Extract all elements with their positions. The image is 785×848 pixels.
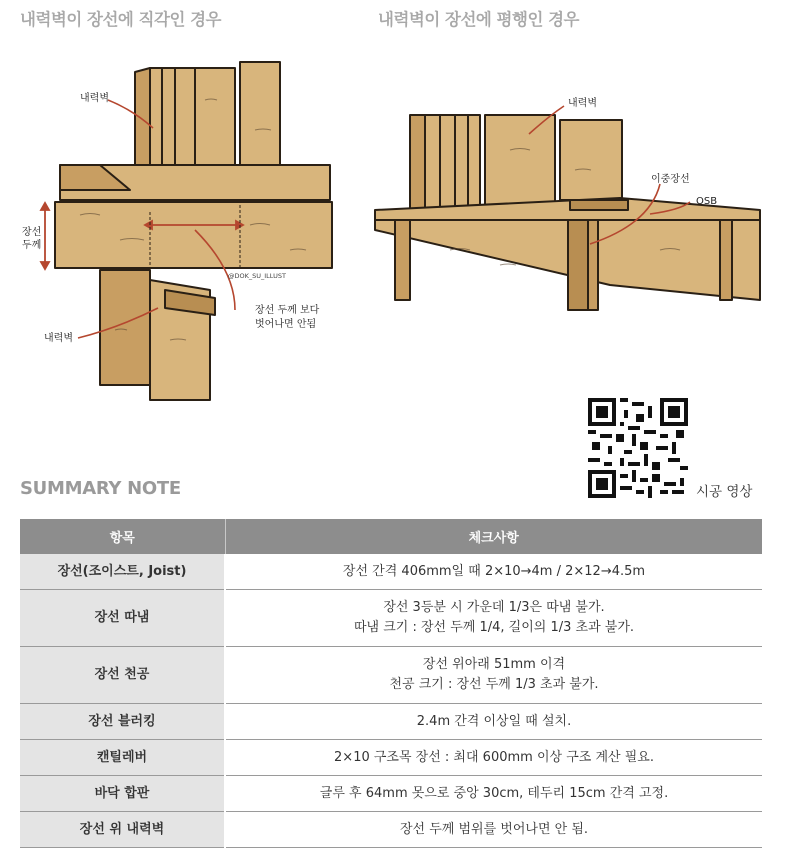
row-check — [225, 554, 762, 590]
header-check: 체크사항 — [225, 519, 762, 554]
label-load-wall-top: 내력벽 — [80, 93, 109, 104]
qr-code-graphic — [588, 398, 688, 498]
label-load-wall: 내력벽 — [568, 98, 597, 109]
summary-table — [20, 519, 762, 848]
row-check — [225, 590, 762, 647]
summary-title: SUMMARY NOTE — [20, 478, 181, 499]
label-joist-depth-1: 장선 — [22, 227, 42, 238]
header-item: 항목 — [20, 519, 225, 554]
row-check — [225, 740, 762, 776]
row-check — [225, 647, 762, 704]
check-line: 글루 후 64mm 못으로 중앙 30cm, 테두리 15cm 간격 고정. — [319, 785, 669, 801]
row-item: 장선 천공 — [20, 647, 225, 704]
check-line: 2×10 구조목 장선 : 최대 600mm 이상 구조 계산 필요. — [334, 749, 654, 765]
row-item: 장선 따냄 — [20, 590, 225, 647]
check-line: 장선 두께 범위를 벗어나면 안 됨. — [399, 821, 589, 837]
qr-caption: 시공 영상 — [696, 484, 753, 500]
check-line: 따냄 크기 : 장선 두께 1/4, 길이의 1/3 초과 불가. — [353, 620, 635, 635]
check-line: 천공 크기 : 장선 두께 1/3 초과 불가. — [389, 677, 599, 692]
summary-body — [20, 554, 762, 848]
illustration-perpendicular-drawing — [0, 40, 350, 420]
row-check — [225, 704, 762, 740]
table-row — [20, 812, 762, 848]
check-line: 장선 간격 406mm일 때 2×10→4m / 2×12→4.5m — [342, 563, 646, 579]
note-line-2: 벗어나면 안됨 — [255, 319, 317, 330]
illustration-parallel — [360, 70, 770, 324]
row-item: 바닥 합판 — [20, 776, 225, 812]
table-row — [20, 554, 762, 590]
row-item: 캔틸레버 — [20, 740, 225, 776]
label-joist-depth-2: 두께 — [22, 240, 42, 251]
table-row — [20, 704, 762, 740]
label-double-joist: 이중장선 — [651, 174, 690, 185]
row-item: 장선(조이스트, Joist) — [20, 554, 225, 590]
heading-perpendicular: 내력벽이 장선에 직각인 경우 — [20, 10, 222, 29]
illustrator-credit: @DOK_SU_ILLUST — [228, 272, 286, 280]
check-line: 장선 위아래 51mm 이격 — [422, 657, 566, 672]
illustration-perpendicular — [0, 40, 350, 424]
qr-code[interactable] — [588, 398, 688, 502]
check-line: 장선 3등분 시 가운데 1/3은 따냄 불가. — [383, 600, 605, 615]
table-row — [20, 776, 762, 812]
label-osb: OSB — [696, 196, 718, 207]
label-load-wall-bottom: 내력벽 — [44, 333, 73, 344]
heading-parallel: 내력벽이 장선에 평행인 경우 — [378, 10, 580, 29]
summary-header-row — [20, 519, 762, 554]
check-line: 2.4m 간격 이상일 때 설치. — [416, 713, 572, 729]
table-row — [20, 740, 762, 776]
row-item: 장선 위 내력벽 — [20, 812, 225, 848]
table-row — [20, 590, 762, 647]
table-row — [20, 647, 762, 704]
row-item: 장선 블러킹 — [20, 704, 225, 740]
note-line-1: 장선 두께 보다 — [255, 305, 320, 316]
row-check — [225, 776, 762, 812]
row-check — [225, 812, 762, 848]
